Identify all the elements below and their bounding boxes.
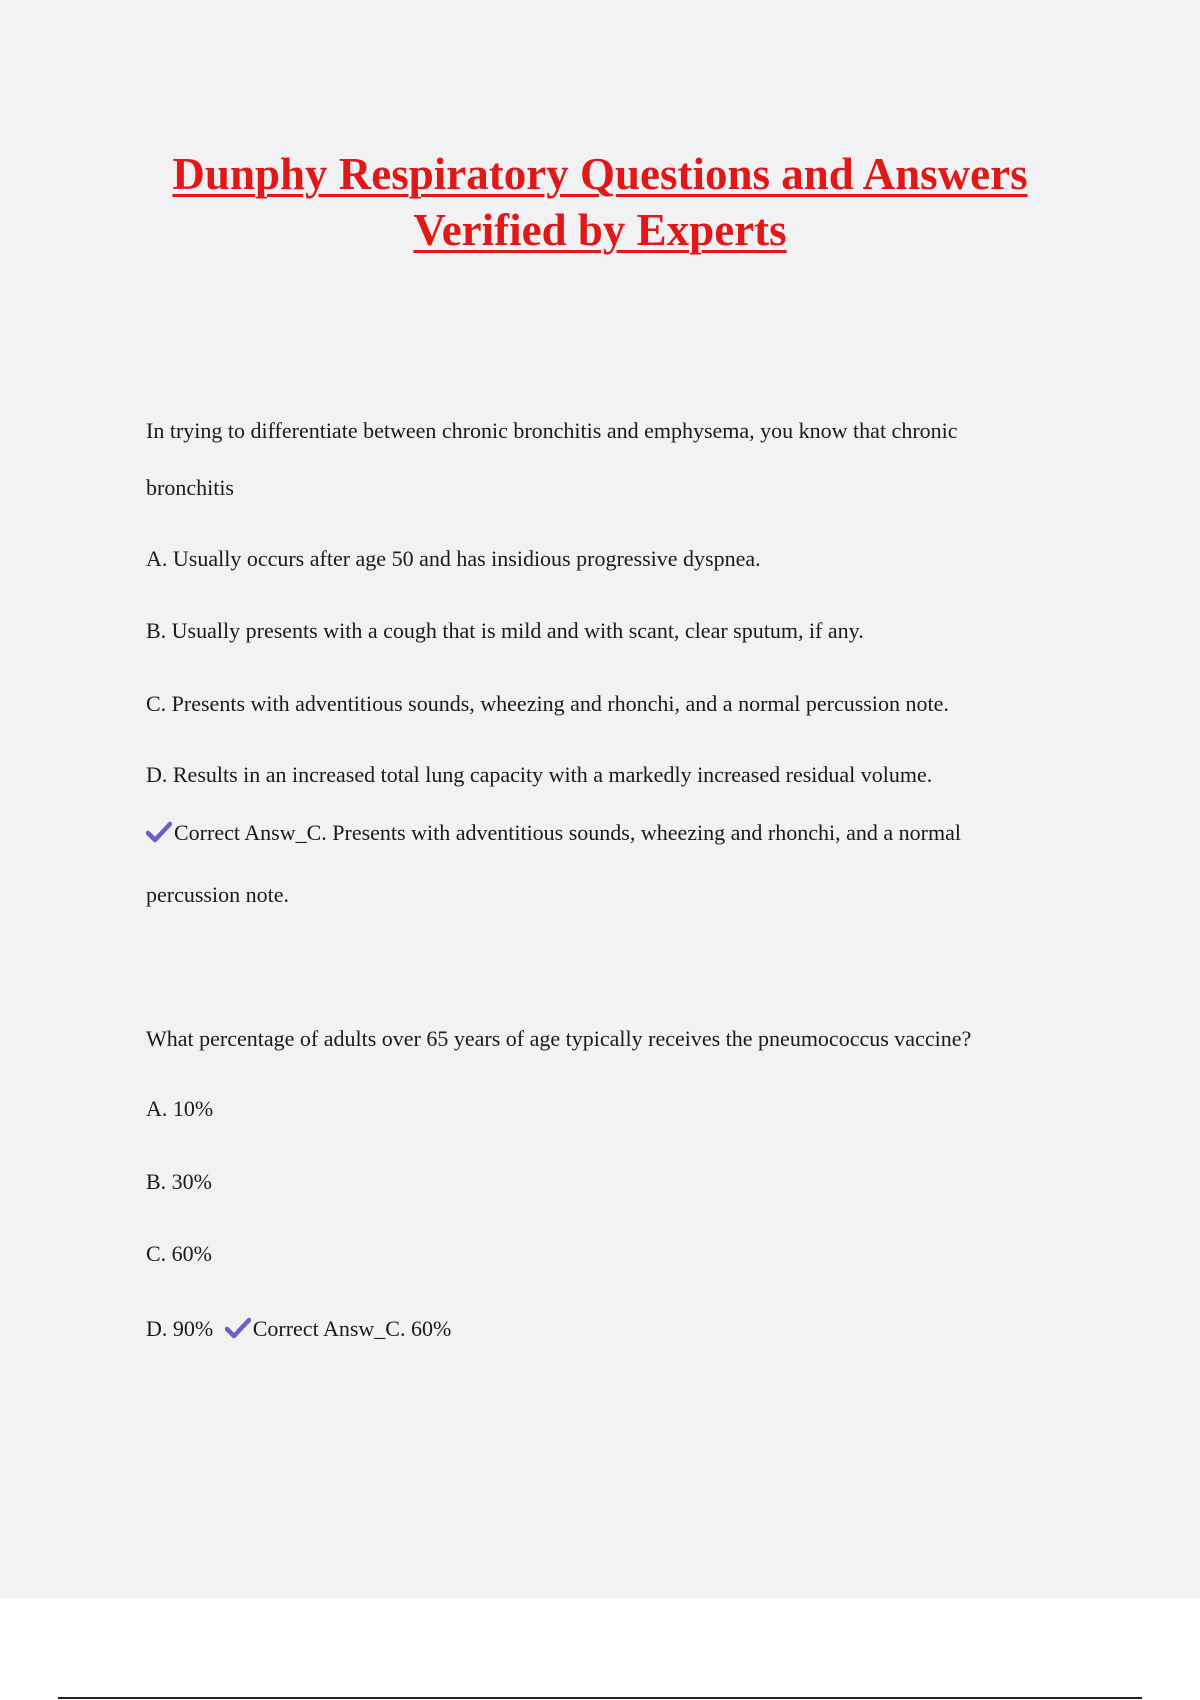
question-1-stem-line-1: In trying to differentiate between chronic bronchitis and emphysema, you know that chronic bbox=[146, 418, 958, 443]
question-1-option-d: D. Results in an increased total lung capacity with a markedly increased residual volume. bbox=[146, 762, 933, 787]
question-1-option-c: C. Presents with adventitious sounds, wheezing and rhonchi, and a normal percussion note. bbox=[146, 691, 949, 716]
question-1-option-b: B. Usually presents with a cough that is mild and with scant, clear sputum, if any. bbox=[146, 618, 864, 643]
question-2-answer: Correct Answ_C. 60% bbox=[252, 1316, 452, 1341]
question-2-option-d-row bbox=[146, 1316, 451, 1342]
question-2-option-a: A. 10% bbox=[146, 1096, 214, 1121]
question-1-answer-text: Correct Answ_C. Presents with adventitious sounds, wheezing and rhonchi, and a normal bbox=[174, 820, 961, 845]
document-title bbox=[100, 146, 1100, 258]
question-2-stem: What percentage of adults over 65 years of age typically receives the pneumococcus vaccine? bbox=[146, 1026, 972, 1051]
question-1-answer-line-2: percussion note. bbox=[146, 882, 289, 907]
checkmark-icon bbox=[146, 821, 172, 843]
question-2-option-c: C. 60% bbox=[146, 1241, 212, 1266]
title-line-2: Verified by Experts bbox=[413, 205, 787, 255]
title-line-1: Dunphy Respiratory Questions and Answers bbox=[172, 149, 1028, 199]
checkmark-icon bbox=[225, 1317, 251, 1339]
question-2-option-d: D. 90% bbox=[146, 1316, 214, 1341]
question-1-answer-line-1 bbox=[146, 820, 961, 846]
footer-divider bbox=[58, 1697, 1142, 1699]
question-1-option-a: A. Usually occurs after age 50 and has insidious progressive dyspnea. bbox=[146, 546, 761, 571]
question-2-option-b: B. 30% bbox=[146, 1169, 212, 1194]
question-1-stem-line-2: bronchitis bbox=[146, 475, 234, 500]
